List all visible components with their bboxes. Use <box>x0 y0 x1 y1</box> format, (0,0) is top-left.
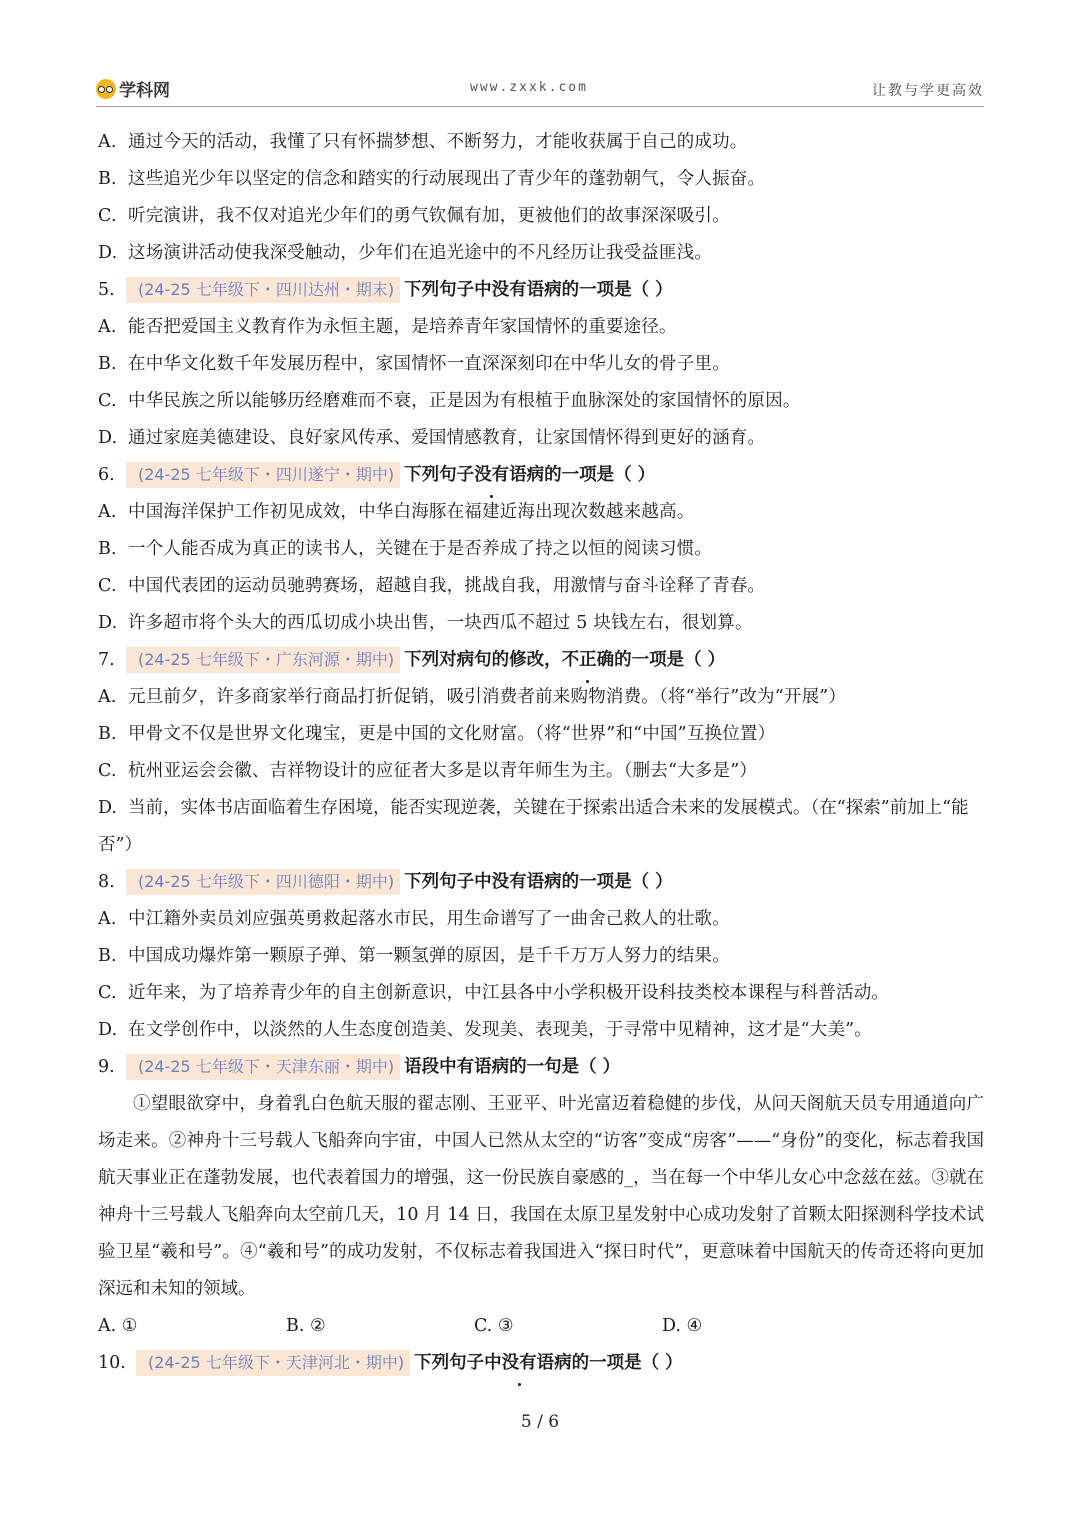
option-label: C. <box>98 983 117 1003</box>
question-9-passage: ①望眼欲穿中，身着乳白色航天服的翟志刚、王亚平、叶光富迈着稳健的步伐，从问天阁航天员专用通道向广场走来。②神舟十三号载人飞船奔向宇宙，中国人已然从太空的“访客”变成“房客”——“身份”的变化，标志着我国航天事业正在蓬勃发展，也代表着国力的增强，这一份民族自豪感的_，当在每一个中华儿女心中念兹在兹。③就在神舟十三号载人飞船奔向太空前几天，10 月 14 日，我国在太原卫星发射中心成功发射了首颗太阳探测科学技术试验卫星“羲和号”。④“羲和号”的成功发射，不仅标志着我国进入“探日时代”，更意味着中国航天的传奇还将向更加深远和未知的领域。 <box>98 1094 984 1299</box>
question-6-stem <box>98 457 986 494</box>
option-line <box>98 716 986 753</box>
question-text-emphasis: 不正确 <box>562 642 615 679</box>
option-text: 中华民族之所以能够历经磨难而不衰，正是因为有根植于血脉深处的家国情怀的原因。 <box>128 391 801 411</box>
option-label: A. <box>98 317 117 337</box>
option-label: B. <box>98 169 117 189</box>
option-label: A. <box>98 687 117 707</box>
option-label: D. <box>98 613 118 633</box>
question-text-pre: 下列对病句的修改， <box>404 650 562 670</box>
option-text: 在文学创作中，以淡然的人生态度创造美、发现美、表现美，于寻常中见精神，这才是“大美”。 <box>128 1020 872 1040</box>
option-label: D. <box>98 1020 118 1040</box>
site-url: www.zxxk.com <box>470 80 588 95</box>
option-text: 许多超市将个头大的西瓜切成小块出售，一块西瓜不超过 5 块钱左右，很划算。 <box>128 613 753 633</box>
option-text: 近年来，为了培养青少年的自主创新意识，中江县各中小学积极开设科技类校本课程与科普活动。 <box>128 983 890 1003</box>
option-label: D. <box>98 428 118 448</box>
question-5-stem <box>98 272 986 309</box>
question-source-tag: (24-25 七年级下・天津东丽・期中) <box>126 1054 400 1080</box>
worksheet-content <box>98 124 986 1382</box>
option-text: 杭州亚运会会徽、吉祥物设计的应征者大多是以青年师生为主。（删去“大多是”） <box>128 761 758 781</box>
option-line <box>98 235 986 272</box>
option-line <box>98 309 986 346</box>
option-line <box>98 420 986 457</box>
question-text: 下列句子中没有语病的一项是（ ） <box>404 872 673 892</box>
question-number: 10. <box>98 1353 126 1373</box>
option-line <box>98 679 986 716</box>
option-label: C. <box>98 206 117 226</box>
option-label: B. <box>98 946 117 966</box>
option-line <box>98 605 986 642</box>
question-7-stem <box>98 642 986 679</box>
choice-b: B. ② <box>286 1316 326 1336</box>
question-source-tag: (24-25 七年级下・四川达州・期末) <box>126 277 400 303</box>
page-header <box>96 74 984 108</box>
option-line <box>98 938 986 975</box>
choice-a: A. ① <box>98 1316 138 1336</box>
option-text: 元旦前夕，许多商家举行商品打折促销，吸引消费者前来购物消费。（将“举行”改为“开展”） <box>128 687 847 707</box>
option-line <box>98 161 986 198</box>
question-number: 6. <box>98 465 115 485</box>
option-text: 中国海洋保护工作初见成效，中华白海豚在福建近海出现次数越来越高。 <box>128 502 695 522</box>
question-text-pre: 下列句子 <box>404 465 475 485</box>
option-text: 这些追光少年以坚定的信念和踏实的行动展现出了青少年的蓬勃朝气，令人振奋。 <box>128 169 766 189</box>
option-label: C. <box>98 761 117 781</box>
question-text-post: 的一项是（ ） <box>614 650 726 670</box>
question-source-tag: (24-25 七年级下・四川遂宁・期中) <box>126 462 400 488</box>
option-label: B. <box>98 539 117 559</box>
site-logo <box>96 76 170 101</box>
option-text: 在中华文化数千年发展历程中，家国情怀一直深深刻印在中华儿女的骨子里。 <box>128 354 730 374</box>
logo-text: 学科网 <box>119 81 170 101</box>
option-line <box>98 753 986 790</box>
question-text-post: 语病的一项是（ ） <box>536 1353 683 1373</box>
question-9-choices <box>98 1308 986 1345</box>
option-text: 甲骨文不仅是世界文化瑰宝，更是中国的文化财富。（将“世界”和“中国”互换位置） <box>128 724 776 744</box>
option-line <box>98 124 986 161</box>
option-text: 中国成功爆炸第一颗原子弹、第一颗氢弹的原因，是千千万万人努力的结果。 <box>128 946 730 966</box>
option-line <box>98 494 986 531</box>
choice-d: D. ④ <box>662 1316 703 1336</box>
option-line <box>98 346 986 383</box>
question-text-emphasis: 没有 <box>474 457 509 494</box>
header-divider <box>96 106 984 107</box>
question-source-tag: (24-25 七年级下・四川德阳・期中) <box>126 869 400 895</box>
question-number: 8. <box>98 872 115 892</box>
option-line <box>98 1012 986 1049</box>
question-source-tag: (24-25 七年级下・天津河北・期中) <box>136 1350 410 1376</box>
option-label: A. <box>98 502 117 522</box>
question-source-tag: (24-25 七年级下・广东河源・期中) <box>126 647 400 673</box>
option-text: 当前，实体书店面临着生存困境，能否实现逆袭，关键在于探索出适合未来的发展模式。（在“探索”前加上“能否”） <box>98 798 969 855</box>
option-line <box>98 790 986 864</box>
option-text: 通过今天的活动，我懂了只有怀揣梦想、不断努力，才能收获属于自己的成功。 <box>128 132 748 152</box>
option-label: D. <box>98 243 118 263</box>
option-label: A. <box>98 909 117 929</box>
option-label: C. <box>98 576 117 596</box>
question-9-stem <box>98 1049 986 1086</box>
option-line <box>98 383 986 420</box>
option-line <box>98 531 986 568</box>
question-text: 语段中有语病的一句是（ ） <box>404 1057 621 1077</box>
choice-c: C. ③ <box>474 1316 514 1336</box>
question-text: 下列句子中没有语病的一项是（ ） <box>404 280 673 300</box>
option-label: B. <box>98 724 117 744</box>
option-label: C. <box>98 391 117 411</box>
option-line <box>98 568 986 605</box>
option-label: B. <box>98 354 117 374</box>
option-text: 这场演讲活动使我深受触动，少年们在追光途中的不凡经历让我受益匪浅。 <box>128 243 713 263</box>
option-text: 能否把爱国主义教育作为永恒主题，是培养青年家国情怀的重要途径。 <box>128 317 677 337</box>
option-text: 通过家庭美德建设、良好家风传承、爱国情感教育，让家国情怀得到更好的涵育。 <box>128 428 766 448</box>
site-slogan: 让教与学更高效 <box>872 83 984 99</box>
question-8-stem <box>98 864 986 901</box>
option-text: 中江籍外卖员刘应强英勇救起落水市民，用生命谱写了一曲舍己救人的壮歌。 <box>128 909 730 929</box>
option-line <box>98 198 986 235</box>
question-number: 7. <box>98 650 115 670</box>
option-label: D. <box>98 798 117 818</box>
question-text-pre: 下列句子中 <box>414 1353 502 1373</box>
question-10-stem <box>98 1345 986 1382</box>
question-number: 5. <box>98 280 115 300</box>
question-number: 9. <box>98 1057 115 1077</box>
option-text: 一个人能否成为真正的读书人，关键在于是否养成了持之以恒的阅读习惯。 <box>128 539 713 559</box>
option-line <box>98 901 986 938</box>
question-text-post: 语病的一项是（ ） <box>509 465 656 485</box>
page-number: 5 / 6 <box>520 1412 560 1432</box>
question-text-emphasis: 没有 <box>502 1345 537 1382</box>
option-line <box>98 975 986 1012</box>
option-text: 中国代表团的运动员驰骋赛场，超越自我，挑战自我，用激情与奋斗诠释了青春。 <box>128 576 766 596</box>
option-text: 听完演讲，我不仅对追光少年们的勇气钦佩有加，更被他们的故事深深吸引。 <box>128 206 730 226</box>
option-label: A. <box>98 132 117 152</box>
owl-logo-icon <box>96 79 116 99</box>
